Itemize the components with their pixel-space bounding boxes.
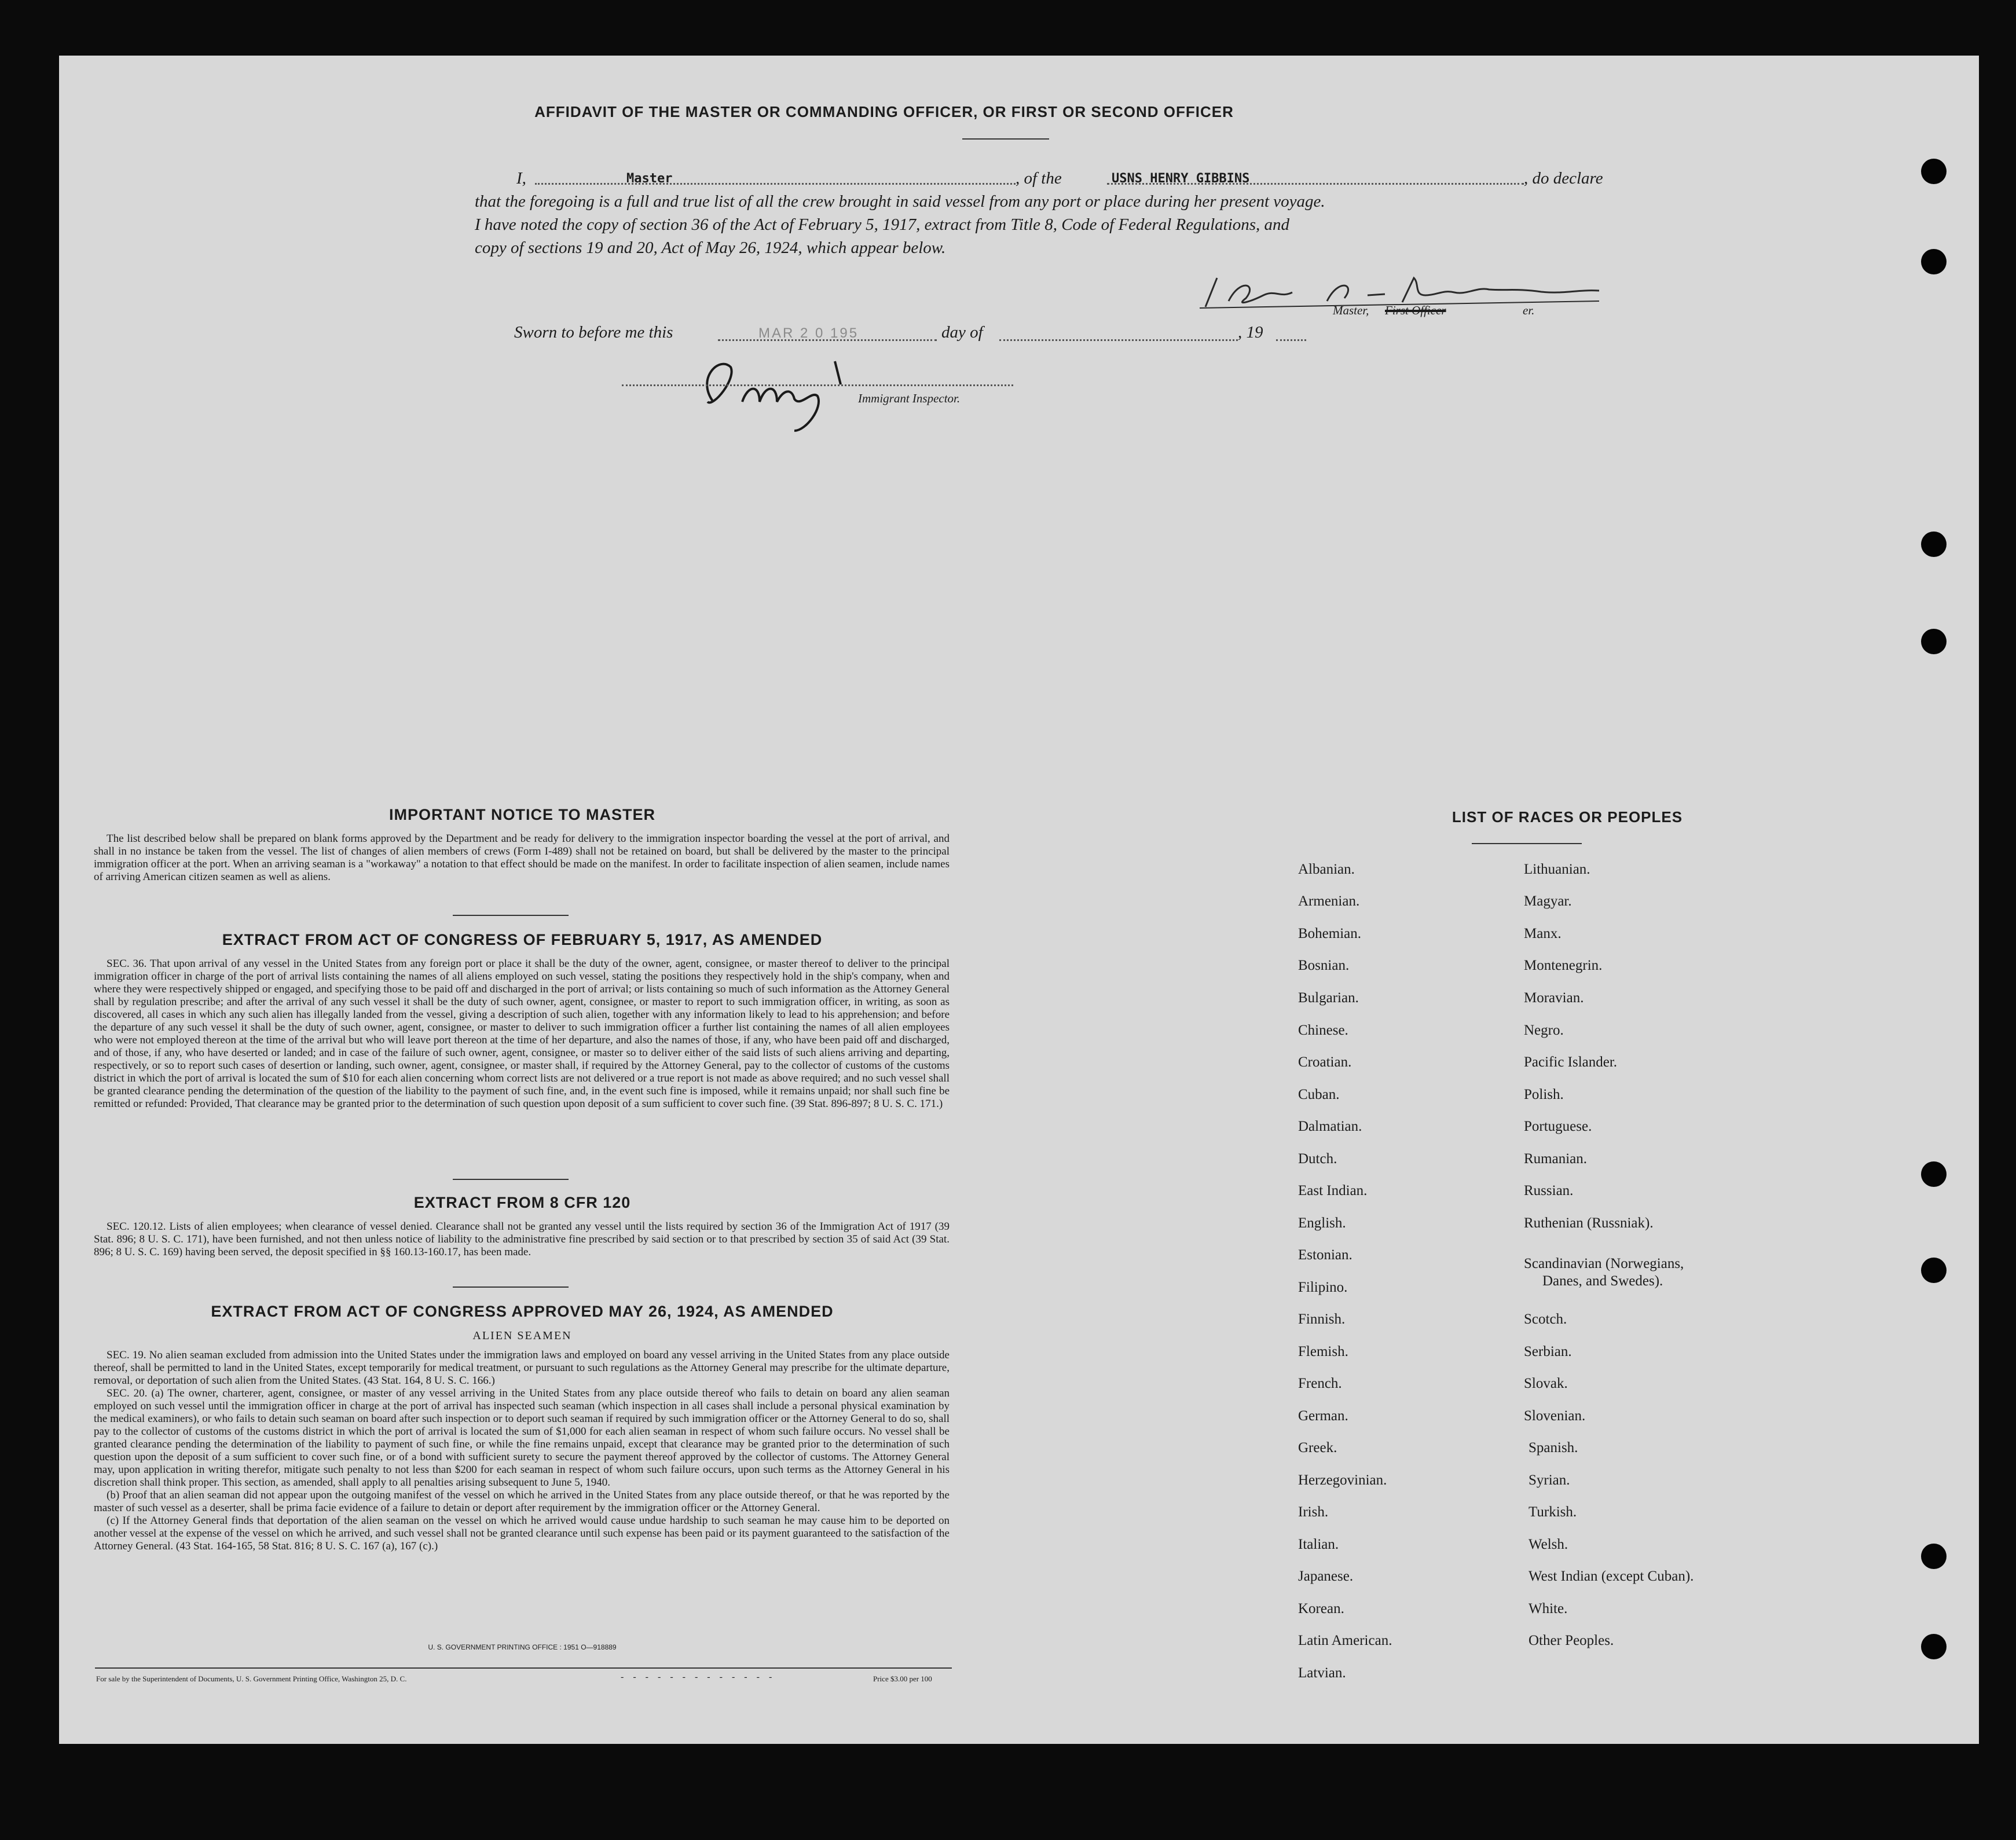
- race-item: Croatian.: [1298, 1054, 1352, 1070]
- inspector-signature: [667, 344, 968, 437]
- year-label: , 19: [1238, 323, 1263, 342]
- race-item: Manx.: [1524, 926, 1562, 941]
- race-item: Albanian.: [1298, 862, 1355, 877]
- race-item: Cuban.: [1298, 1087, 1340, 1102]
- race-item: Estonian.: [1298, 1247, 1352, 1263]
- footer-leader: - - - - - - - - - - - - -: [621, 1672, 776, 1682]
- race-item: Portuguese.: [1524, 1119, 1592, 1134]
- race-item: Korean.: [1298, 1601, 1344, 1617]
- vessel-name-value: USNS HENRY GIBBINS: [1112, 171, 1250, 186]
- divider: [453, 1286, 569, 1288]
- punch-hole: [1921, 1544, 1947, 1569]
- affidavit-line-4: copy of sections 19 and 20, Act of May 26, 1924, which appear below.: [475, 239, 946, 257]
- race-item: Russian.: [1524, 1183, 1574, 1198]
- sec-19-paragraph: SEC. 19. No alien seaman excluded from admission into the United States under the immigration laws and employed on board any vessel arriving in the United States from any place outside thereof, shall be permitted to land in the United States, except temporarily for medical treatment, or pursuant to such regulations as the Attorney General may prescribe for the ultimate departure, removal, or deportation of such alien from the United States. (43 Stat. 164, 8 U. S. C. 166.): [94, 1349, 950, 1387]
- sec-20b-paragraph: (b) Proof that an alien seaman did not appear upon the outgoing manifest of the vessel on which he arrived in the United States from any place outside thereof, or that he was reported by the master of such vessel as a deserter, shall be prima facie evidence of a failure to detain or deport after requirement by the immigration officer or the Attorney General.: [94, 1489, 950, 1514]
- sec-120-12-paragraph: SEC. 120.12. Lists of alien employees; when clearance of vessel denied. Clearance shall not be granted any vessel until the lists required by section 36 of the Immigration Act of 1917 (39 Stat. 896; 8 U. S. C. 171), have been furnished, and not then unless notice of liability to the administrative fine prescribed by said section or to that prescribed by section 35 of said Act (39 Stat. 896; 8 U. S. C. 169) having been served, the deposit specified in §§ 160.13-160.17, has been made.: [94, 1220, 950, 1258]
- footer-price: Price $3.00 per 100: [873, 1674, 932, 1683]
- inspector-label: Immigrant Inspector.: [858, 391, 961, 405]
- footer-rule: [95, 1667, 952, 1669]
- race-item: Magyar.: [1524, 893, 1572, 909]
- year-field-line: [1276, 339, 1306, 341]
- race-item: Montenegrin.: [1524, 958, 1603, 973]
- race-item: Slovak.: [1524, 1376, 1568, 1391]
- affidavit-title: AFFIDAVIT OF THE MASTER OR COMMANDING OFFICER, OR FIRST OR SECOND OFFICER: [534, 103, 1234, 120]
- race-item: Moravian.: [1524, 990, 1584, 1006]
- race-item: Lithuanian.: [1524, 862, 1590, 877]
- race-item: Rumanian.: [1524, 1151, 1588, 1167]
- race-item: Italian.: [1298, 1537, 1339, 1552]
- race-item: Chinese.: [1298, 1022, 1348, 1038]
- alien-seamen-subtitle: ALIEN SEAMEN: [472, 1329, 572, 1342]
- document-page: [59, 56, 1979, 1744]
- race-item: White.: [1529, 1601, 1568, 1617]
- extract-1917-body: [94, 958, 950, 1110]
- sworn-label: Sworn to before me this: [514, 323, 673, 342]
- race-item: Japanese.: [1298, 1568, 1354, 1584]
- master-name-value: Master: [626, 171, 673, 186]
- notice-body: [94, 833, 950, 884]
- signature-caption-struck: First Officer: [1385, 303, 1446, 317]
- signature-caption-master: Master,: [1333, 303, 1369, 317]
- do-declare-label: , do declare: [1524, 169, 1603, 188]
- race-item: Latvian.: [1298, 1665, 1346, 1681]
- race-item: Spanish.: [1529, 1440, 1578, 1456]
- notice-title: IMPORTANT NOTICE TO MASTER: [389, 806, 655, 823]
- race-item: Finnish.: [1298, 1311, 1346, 1327]
- race-item: German.: [1298, 1408, 1348, 1424]
- extract-cfr-title: EXTRACT FROM 8 CFR 120: [413, 1194, 631, 1211]
- sec-36-paragraph: SEC. 36. That upon arrival of any vessel in the United States from any foreign port or place it shall be the duty of the owner, agent, consignee, or master thereof to deliver to the principal immigration officer in charge of the port of arrival lists containing the names of all aliens employed on such vessel, stating the positions they respectively hold in the ship's company, when and where they were respectively shipped or engaged, and specifying those to be paid off and discharged in the port of arrival; or lists containing so much of such information as the Attorney General shall by regulation prescribe; and after the arrival of any such vessel it shall be the duty of such owner, agent, consignee, or master to report to such immigration officer, in writing, as soon as discovered, all cases in which any such alien has illegally landed from the vessel, giving a description of such alien, together with any information likely to lead to his apprehension; and before the departure of any such vessel it shall be the duty of such owner, agent, consignee, or master to deliver to such immigration officer a further list containing the names of all alien employees who were not employed thereon at the time of the arrival but who will leave port thereon at the time of her departure, and also the names of those, if any, who have been paid off and discharged, and of those, if any, who have deserted or landed; and in case of the failure of such owner, agent, consignee, or master so to deliver either of the said lists of such aliens arriving and departing, respectively, or so to report such cases of desertion or landing, such owner, agent, consignee, or master shall, if required by the Attorney General, pay to the collector of customs of the customs district in which the port of arrival is located the sum of $10 for each alien concerning whom correct lists are not delivered or a true report is not made as above required; and no such vessel shall be granted clearance pending the determination of the question of the liability to the payment of such fine, and, in the event such fine is imposed, while it remains unpaid; nor shall such fine be remitted or refunded: Provided, That clearance may be granted prior to the determination of such question upon deposit of a sum sufficient to cover such fine. (39 Stat. 896-897; 8 U. S. C. 171.): [94, 958, 950, 1110]
- month-field-line: [999, 339, 1238, 341]
- race-item: Bulgarian.: [1298, 990, 1359, 1006]
- race-item: Slovenian.: [1524, 1408, 1586, 1424]
- race-item: Syrian.: [1529, 1472, 1570, 1488]
- punch-hole: [1921, 159, 1947, 184]
- sec-20c-paragraph: (c) If the Attorney General finds that deportation of the alien seaman on the vessel on which he arrived would cause undue hardship to such seaman he may cause him to be deported on another vessel at the expense of the vessel on which he arrived, and such vessel shall not be granted clearance until such expense has been paid or its payment guaranteed to the satisfaction of the Attorney General. (43 Stat. 164-165, 58 Stat. 816; 8 U. S. C. 167 (a), 167 (c).): [94, 1515, 950, 1552]
- printer-imprint: U. S. GOVERNMENT PRINTING OFFICE : 1951 O—918889: [428, 1643, 617, 1651]
- notice-paragraph: The list described below shall be prepared on blank forms approved by the Department and be ready for delivery to the immigration inspector boarding the vessel at the port of arrival, and shall in no instance be taken from the vessel. The list of changes of alien members of crews (Form I-489) shall not be retained on board, but shall be delivered by the master to the principal immigration officer at the port. When an arriving seaman is a "workaway" a notation to that effect should be made on the manifest. In order to facilitate inspection of alien seamen, include names of arriving American citizen seamen as well as aliens.: [94, 833, 950, 883]
- inspector-signature-line: [622, 384, 1013, 386]
- sec-20a-paragraph: SEC. 20. (a) The owner, charterer, agent, consignee, or master of any vessel arriving in the United States from any place outside thereof who fails to detain on board any alien seaman employed on such vessel until the immigration officer in charge at the port of arrival has inspected such seaman (which inspection in all cases shall include a personal physical examination by the medical examiners), or who fails to detain such seaman on board after such inspection or to deport such seaman if required by such immigration officer or the Attorney General to do so, shall pay to the collector of customs of the customs district in which the port of arrival is located the sum of $1,000 for each alien seaman in respect of whom such failure occurs. No vessel shall be granted clearance pending the determination of the liability to payment of such fine, or while the fine remains unpaid, except that clearance may be granted prior to the determination of such question upon the deposit of a sum sufficient to cover such fine, or of a bond with sufficient surety to secure the payment thereof approved by the collector of customs. The Attorney General may, upon application in writing therefor, mitigate such penalty to not less than $200 for each seaman in respect of whom such failure occurs, upon such terms as the Attorney General in his discretion shall think proper. This section, as amended, shall apply to all penalties arising subsequent to June 5, 1940.: [94, 1387, 950, 1489]
- divider: [453, 1179, 569, 1180]
- extract-1917-title: EXTRACT FROM ACT OF CONGRESS OF FEBRUARY 5, 1917, AS AMENDED: [222, 931, 823, 948]
- name-field-line: [535, 183, 1016, 185]
- punch-hole: [1921, 249, 1947, 274]
- race-item: Filipino.: [1298, 1280, 1348, 1295]
- date-stamp: MAR 2 0 195: [758, 325, 859, 341]
- race-item: East Indian.: [1298, 1183, 1368, 1198]
- day-of-label: day of: [941, 323, 983, 342]
- race-item: Turkish.: [1529, 1504, 1577, 1520]
- race-item: Flemish.: [1298, 1344, 1348, 1359]
- extract-cfr-body: [94, 1220, 950, 1259]
- race-item: Irish.: [1298, 1504, 1329, 1520]
- affidavit-line-2: that the foregoing is a full and true list of all the crew brought in said vessel from any port or place during her present voyage.: [475, 192, 1325, 211]
- race-item: Bohemian.: [1298, 926, 1362, 941]
- punch-hole: [1921, 532, 1947, 557]
- race-item: English.: [1298, 1215, 1346, 1231]
- punch-hole: [1921, 629, 1947, 654]
- race-item: Polish.: [1524, 1087, 1564, 1102]
- race-item: Other Peoples.: [1529, 1633, 1614, 1648]
- divider: [453, 915, 569, 916]
- races-title: LIST OF RACES OR PEOPLES: [1451, 808, 1683, 826]
- race-item: French.: [1298, 1376, 1342, 1391]
- race-item: Welsh.: [1529, 1537, 1568, 1552]
- punch-hole: [1921, 1161, 1947, 1187]
- affidavit-i-label: I,: [516, 169, 526, 188]
- race-item: Bosnian.: [1298, 958, 1350, 973]
- race-item: Latin American.: [1298, 1633, 1392, 1648]
- race-item: Herzegovinian.: [1298, 1472, 1387, 1488]
- affidavit-line-3: I have noted the copy of section 36 of the Act of February 5, 1917, extract from Title 8, Code of Federal Regulations, and: [475, 215, 1290, 234]
- race-item: Dalmatian.: [1298, 1119, 1362, 1134]
- race-item: Greek.: [1298, 1440, 1337, 1456]
- race-item: Scandinavian (Norwegians,: [1524, 1256, 1684, 1271]
- race-item: Armenian.: [1298, 893, 1360, 909]
- race-item: Dutch.: [1298, 1151, 1337, 1167]
- footer-sale-note: For sale by the Superintendent of Documents, U. S. Government Printing Office, Washington 25, D. C.: [96, 1674, 407, 1683]
- signature-caption-end: er.: [1523, 303, 1535, 317]
- race-item: Scotch.: [1524, 1311, 1567, 1327]
- race-item: Danes, and Swedes).: [1542, 1273, 1663, 1289]
- divider: [1472, 843, 1582, 844]
- extract-1924-body: [94, 1349, 950, 1553]
- race-item: Serbian.: [1524, 1344, 1572, 1359]
- race-item: Negro.: [1524, 1022, 1564, 1038]
- race-item: Pacific Islander.: [1524, 1054, 1618, 1070]
- of-the-label: , of the: [1016, 169, 1062, 188]
- punch-hole: [1921, 1258, 1947, 1283]
- punch-hole: [1921, 1634, 1947, 1659]
- race-item: Ruthenian (Russniak).: [1524, 1215, 1654, 1231]
- extract-1924-title: EXTRACT FROM ACT OF CONGRESS APPROVED MAY 26, 1924, AS AMENDED: [211, 1303, 834, 1320]
- divider: [962, 138, 1049, 140]
- race-item: West Indian (except Cuban).: [1529, 1568, 1694, 1584]
